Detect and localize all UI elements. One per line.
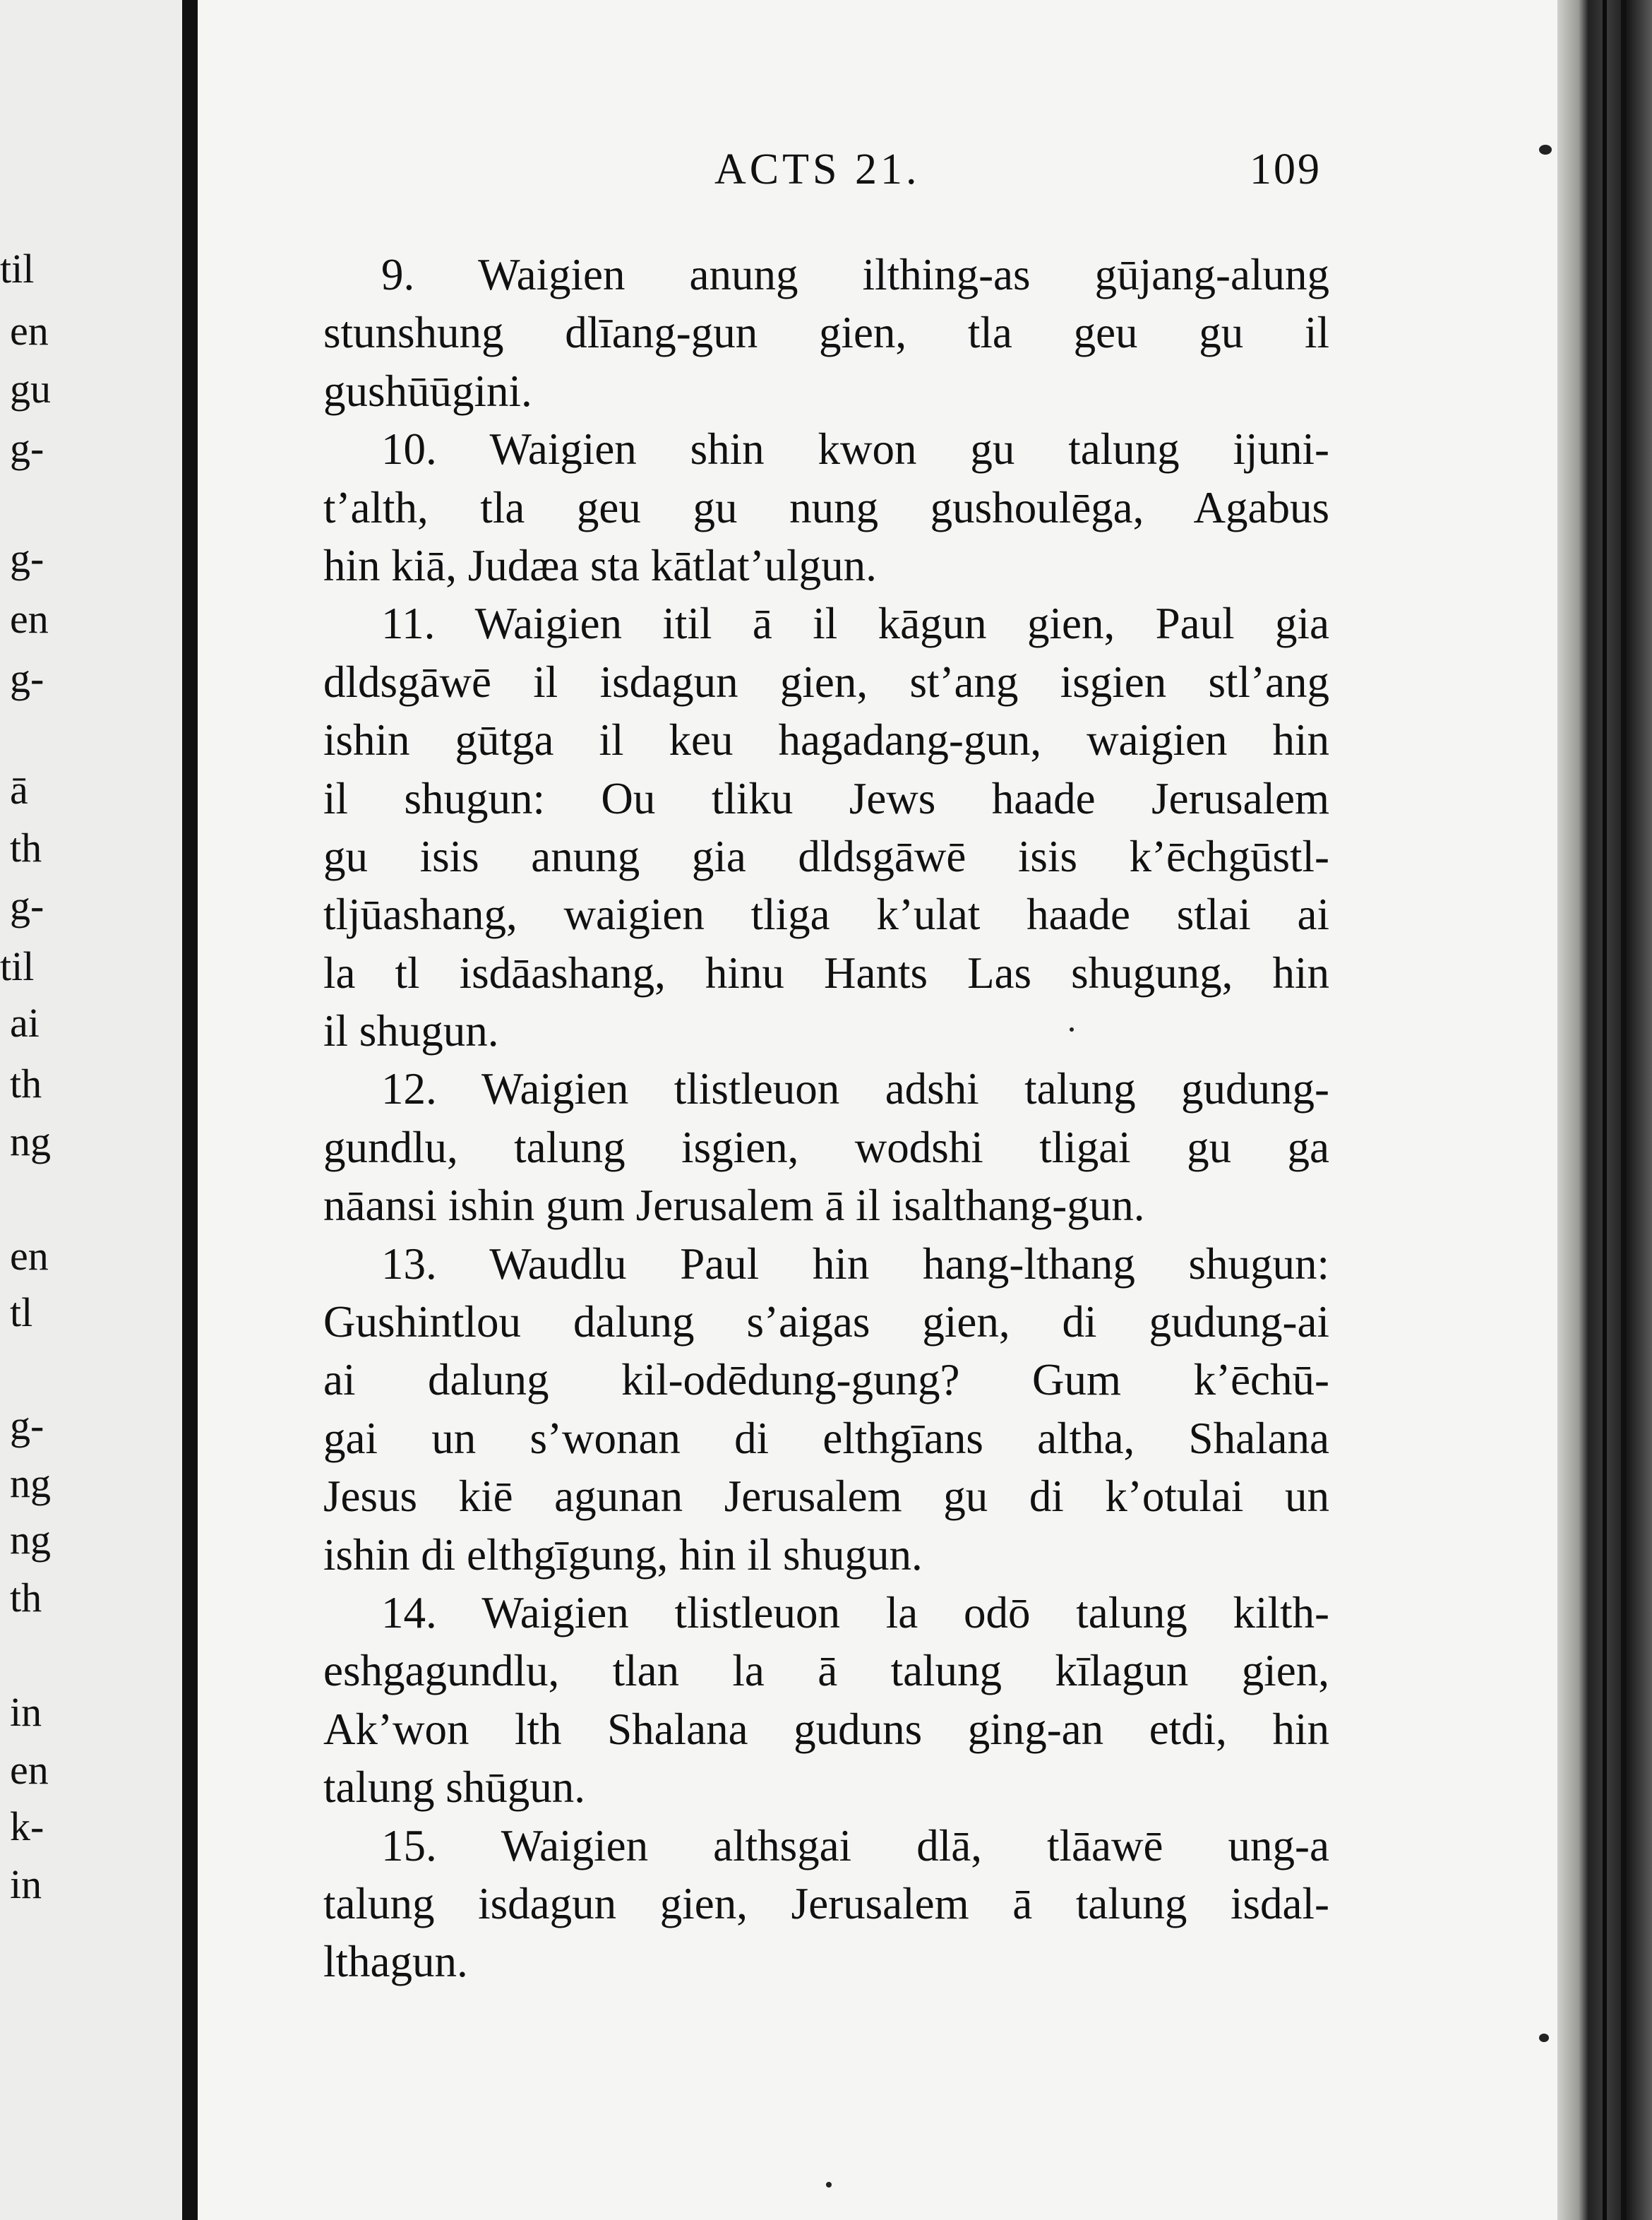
text-line: 11. Waigien itil ā il kāgun gien, Paul gia [381, 599, 1329, 649]
left-page-fragment: th [10, 825, 42, 871]
left-page-fragment: en [10, 1233, 49, 1279]
left-page-fragment: ng [10, 1460, 51, 1506]
left-page-fragment: ā [10, 767, 28, 813]
body-text [323, 246, 1329, 1991]
text-line: gu isis anung gia dldsgāwē isis k’ēchgūstl- [323, 831, 1329, 881]
text-line: lthagun. [323, 1937, 468, 1987]
left-facing-page [0, 0, 182, 2220]
left-page-fragment: g- [10, 535, 44, 581]
page-edge-line [1603, 0, 1607, 2220]
text-line: Ak’won lth Shalana guduns ging-an etdi, hin [323, 1704, 1329, 1754]
left-page-fragment: in [10, 1689, 42, 1735]
text-line: 13. Waudlu Paul hin hang-lthang shugun: [381, 1239, 1329, 1289]
left-page-fragment: ng [10, 1118, 51, 1164]
page-header [198, 145, 1567, 201]
left-page-fragment: th [10, 1575, 42, 1621]
left-page-fragment: en [10, 1747, 49, 1793]
scan-speck [1539, 2034, 1549, 2042]
left-page-fragment: g- [10, 655, 44, 701]
text-line: nāansi ishin gum Jerusalem ā il isalthang-gun. [323, 1181, 1145, 1231]
running-head: ACTS 21. [714, 145, 921, 193]
left-page-fragment: g- [10, 425, 44, 471]
text-line: 10. Waigien shin kwon gu talung ijuni- [381, 424, 1329, 475]
left-page-fragment: en [10, 308, 49, 354]
text-line: 12. Waigien tlistleuon adshi talung gudung- [381, 1064, 1329, 1114]
left-page-fragment: k- [10, 1803, 44, 1849]
text-line: Gushintlou dalung s’aigas gien, di gudung-ai [323, 1297, 1329, 1347]
text-line: hin kiā, Judæa sta kātlat’ulgun. [323, 540, 877, 590]
text-line: gushūūgini. [323, 366, 532, 416]
right-page [198, 0, 1567, 2220]
left-page-fragment: gu [10, 366, 51, 412]
left-page-fragment: in [10, 1861, 42, 1907]
text-line: gai un s’wonan di elthgīans altha, Shalana [323, 1413, 1329, 1463]
text-line: tljūashang, waigien tliga k’ulat haade stlai ai [323, 890, 1329, 940]
binding-gutter [182, 0, 198, 2220]
text-line: eshgagundlu, tlan la ā talung kīlagun gien, [323, 1646, 1329, 1696]
left-page-fragment: g- [10, 883, 44, 929]
left-page-fragment: en [10, 596, 49, 642]
left-page-fragment: ai [10, 1000, 40, 1046]
left-page-fragment: til [0, 246, 35, 292]
left-page-fragment: ng [10, 1517, 51, 1563]
scan-speck [826, 2182, 832, 2188]
text-line: ai dalung kil-odēdung-gung? Gum k’ēchū- [323, 1355, 1329, 1405]
left-page-fragment: g- [10, 1402, 44, 1448]
scan-speck [1070, 1027, 1074, 1032]
page-number: 109 [1250, 145, 1322, 193]
text-line: 14. Waigien tlistleuon la odō talung kilth- [381, 1587, 1329, 1637]
text-line: ishin gūtga il keu hagadang-gun, waigien hin [323, 715, 1329, 765]
text-line: t’alth, tla geu gu nung gushoulēga, Agabus [323, 482, 1329, 532]
left-page-fragment: th [10, 1061, 42, 1106]
text-line: 9. Waigien anung ilthing-as gūjang-alung [381, 250, 1329, 299]
text-line: ishin di elthgīgung, hin il shugun. [323, 1529, 923, 1580]
text-line: stunshung dlīang-gun gien, tla geu gu il [323, 308, 1329, 358]
text-line: il shugun: Ou tliku Jews haade Jerusalem [323, 773, 1329, 823]
left-page-fragment: tl [10, 1289, 33, 1335]
text-line: Jesus kiē agunan Jerusalem gu di k’otulai un [323, 1472, 1329, 1522]
text-line: dldsgāwē il isdagun gien, st’ang isgien stl’ang [323, 657, 1329, 707]
scan-speck [1539, 145, 1552, 155]
text-line: 15. Waigien althsgai dlā, tlāawē ung-a [381, 1820, 1329, 1870]
text-line: talung isdagun gien, Jerusalem ā talung isdal- [323, 1878, 1329, 1928]
text-line: il shugun. [323, 1006, 499, 1056]
text-line: gundlu, talung isgien, wodshi tligai gu ga [323, 1122, 1329, 1172]
text-line: la tl isdāashang, hinu Hants Las shugung, hin [323, 948, 1329, 998]
page-edge-line [1621, 0, 1627, 2220]
text-line: talung shūgun. [323, 1762, 585, 1813]
left-page-fragment: til [0, 943, 35, 989]
